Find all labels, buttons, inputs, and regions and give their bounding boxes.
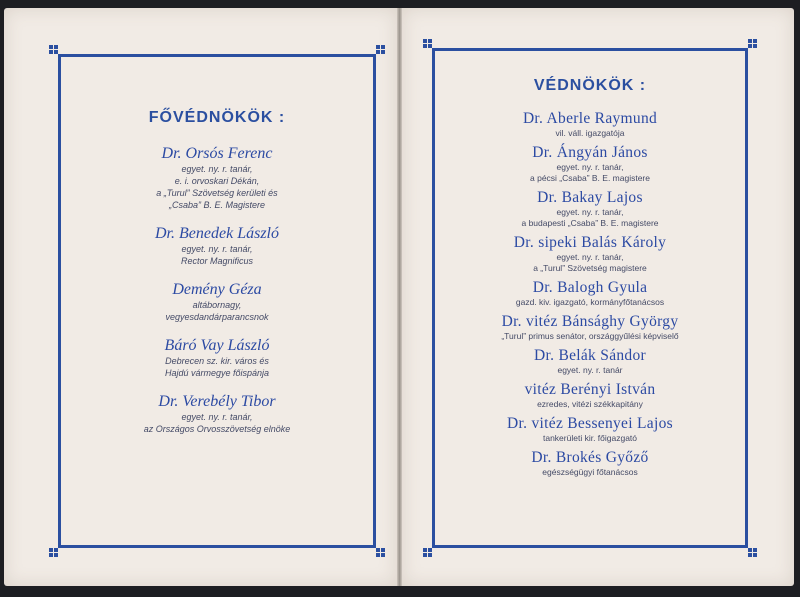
- patron-title-line: Hajdú vármegye főispánja: [164, 368, 270, 378]
- corner-ornament-icon: [423, 548, 432, 557]
- patron-title-line: vegyesdandárparancsnok: [165, 312, 269, 322]
- patron-title-line: gazd. kiv. igazgató, kormányfőtanácsos: [515, 297, 665, 307]
- right-patron-entry: [435, 448, 745, 478]
- patron-name: Dr. Benedek László: [155, 225, 279, 242]
- patron-title-line: tankerületi kir. főigazgató: [542, 433, 638, 443]
- corner-ornament-icon: [423, 39, 432, 48]
- patron-title-line: az Országos Orvosszövetség elnöke: [143, 424, 291, 434]
- left-patron-entry: [61, 281, 373, 323]
- patron-title-line: Debrecen sz. kir. város és: [165, 356, 269, 366]
- left-heading: FŐVÉDNÖKÖK :: [148, 109, 286, 126]
- patron-title-line: egyet. ny. r. tanár: [557, 365, 623, 375]
- left-patron-entry: [61, 337, 373, 379]
- corner-ornament-icon: [748, 39, 757, 48]
- right-patron-entry: [435, 414, 745, 444]
- corner-ornament-icon: [376, 45, 385, 54]
- patron-name: Demény Géza: [172, 281, 262, 298]
- right-patron-entry: [435, 346, 745, 376]
- patron-title-line: vil. váll. igazgatója: [555, 128, 625, 138]
- patron-title-line: egyet. ny. r. tanár,: [556, 162, 624, 172]
- corner-ornament-icon: [49, 548, 58, 557]
- patron-title-line: e. i. orvoskari Dékán,: [174, 176, 260, 186]
- patron-title-line: „Turul” primus senátor, országgyűlési képviselő: [501, 331, 679, 341]
- right-patron-entry: [435, 188, 745, 229]
- left-patron-entry: [61, 225, 373, 267]
- patron-name: Dr. Brokés Győző: [531, 449, 649, 466]
- right-patron-entry: [435, 143, 745, 184]
- patron-title-line: egyet. ny. r. tanár,: [181, 244, 253, 254]
- patron-name: Báró Vay László: [164, 337, 270, 354]
- patron-title-line: a pécsi „Csaba” B. E. magistere: [530, 173, 650, 183]
- patron-title-line: a „Turul” Szövetség magistere: [533, 263, 647, 273]
- right-patron-entry: [435, 233, 745, 274]
- patron-title-line: a budapesti „Csaba” B. E. magistere: [521, 218, 659, 228]
- patron-name: Dr. Aberle Raymund: [522, 110, 658, 127]
- patron-name: Dr. vitéz Bessenyei Lajos: [507, 415, 673, 432]
- patron-title-line: egyet. ny. r. tanár,: [181, 164, 253, 174]
- patron-title-line: ezredes, vitézi székkapitány: [537, 399, 643, 409]
- left-border-frame: [58, 54, 376, 548]
- right-border-frame: [432, 48, 748, 548]
- patron-title-line: „Csaba” B. E. Magistere: [168, 200, 266, 210]
- right-patron-entry: [435, 380, 745, 410]
- left-page: [4, 8, 397, 586]
- patron-title-line: egyet. ny. r. tanár,: [556, 207, 624, 217]
- patron-title-line: Rector Magnificus: [180, 256, 254, 266]
- patron-title-line: egyet. ny. r. tanár,: [556, 252, 624, 262]
- patron-name: Dr. Ángyán János: [532, 144, 648, 161]
- patron-name: Dr. vitéz Bánsághy György: [501, 313, 679, 330]
- patron-name: Dr. Verebély Tibor: [158, 393, 276, 410]
- corner-ornament-icon: [748, 548, 757, 557]
- left-patron-entry: [61, 145, 373, 211]
- right-page: [402, 8, 794, 586]
- right-patron-entry: [435, 312, 745, 342]
- left-patron-entry: [61, 393, 373, 435]
- patron-name: Dr. sipeki Balás Károly: [513, 234, 667, 251]
- corner-ornament-icon: [376, 548, 385, 557]
- patron-name: Dr. Bakay Lajos: [537, 189, 643, 206]
- patron-name: Dr. Balogh Gyula: [532, 279, 648, 296]
- patron-title-line: egyet. ny. r. tanár,: [181, 412, 253, 422]
- right-heading: VÉDNÖKÖK :: [533, 77, 647, 94]
- right-patron-entry: [435, 109, 745, 139]
- patron-title-line: a „Turul” Szövetség kerületi és: [156, 188, 278, 198]
- patron-name: Dr. Belák Sándor: [534, 347, 646, 364]
- right-patron-entry: [435, 278, 745, 308]
- patron-name: vitéz Berényi István: [524, 381, 656, 398]
- patron-name: Dr. Orsós Ferenc: [161, 145, 273, 162]
- corner-ornament-icon: [49, 45, 58, 54]
- patron-title-line: egészségügyi főtanácsos: [542, 467, 638, 477]
- patron-title-line: altábornagy,: [192, 300, 242, 310]
